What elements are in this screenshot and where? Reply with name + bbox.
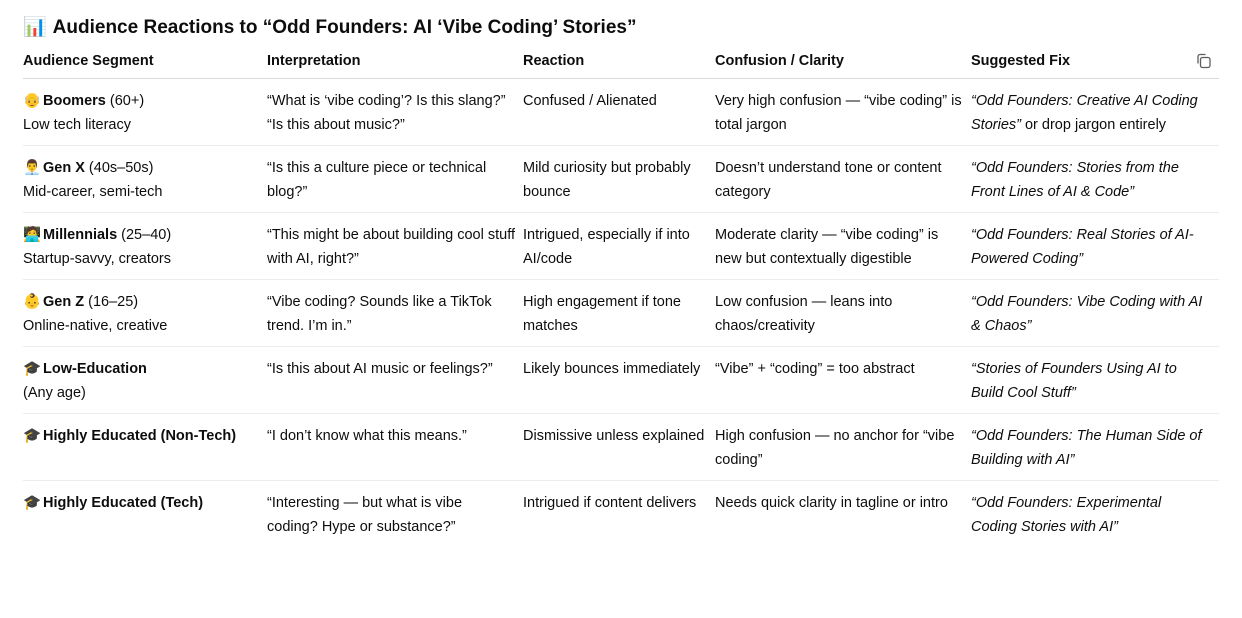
cell-suggested-fix [971,79,1219,146]
interpretation-line: “Interesting — but what is vibe coding? Hype or substance?” [267,495,463,535]
table-row [23,414,1219,481]
cell-audience-segment [23,213,267,280]
suggested-title: “Odd Founders: Stories from the Front Lines of AI & Code” [971,160,1179,200]
table-row [23,146,1219,213]
segment-age: (25–40) [117,227,172,243]
segment-age: (60+) [105,93,145,109]
cell-audience-segment [23,79,267,146]
segment-age: (16–25) [84,294,139,310]
cell-interpretation [267,280,523,347]
segment-description: Low tech literacy [23,117,131,133]
cell-reaction: Likely bounces immediately [523,347,715,414]
bar-chart-icon: 📊 [23,17,47,38]
cell-confusion-clarity: “Vibe” + “coding” = too abstract [715,347,971,414]
segment-name: Low-Education [43,361,147,377]
segment-emoji-icon: 🎓 [23,361,42,377]
cell-audience-segment [23,280,267,347]
table-row [23,481,1219,548]
segment-description: Startup-savvy, creators [23,251,172,267]
cell-audience-segment [23,414,267,481]
segment-emoji-icon: 🎓 [23,495,42,511]
interpretation-line: “Is this about music?” [267,117,405,133]
segment-emoji-icon: 👨‍💼 [23,160,42,176]
cell-reaction: High engagement if tone matches [523,280,715,347]
table-row [23,79,1219,146]
suggested-title: “Stories of Founders Using AI to Build Cool Stuff” [971,361,1177,401]
cell-suggested-fix [971,213,1219,280]
cell-confusion-clarity: Very high confusion — “vibe coding” is total jargon [715,79,971,146]
table-row [23,213,1219,280]
cell-interpretation [267,347,523,414]
cell-reaction: Mild curiosity but probably bounce [523,146,715,213]
segment-description: (Any age) [23,385,86,401]
cell-suggested-fix [971,347,1219,414]
header-suggested-fix-label: Suggested Fix [971,53,1071,69]
interpretation-line: “Vibe coding? Sounds like a TikTok trend. I’m in.” [267,294,492,334]
segment-name: Millennials [43,227,118,243]
segment-emoji-icon: 👶 [23,294,42,310]
cell-interpretation [267,146,523,213]
segment-name: Highly Educated (Non-Tech) [43,428,237,444]
interpretation-line: “What is ‘vibe coding’? Is this slang?” [267,93,506,109]
suggested-title: “Odd Founders: Vibe Coding with AI & Chaos” [971,294,1203,334]
cell-suggested-fix [971,280,1219,347]
audience-table [23,44,1219,547]
cell-interpretation [267,481,523,548]
cell-interpretation [267,79,523,146]
segment-age: (40s–50s) [84,160,154,176]
header-confusion-clarity: Confusion / Clarity [715,44,971,79]
segment-name: Gen X [43,160,85,176]
cell-audience-segment [23,481,267,548]
cell-audience-segment [23,146,267,213]
segment-emoji-icon: 🧑‍💻 [23,227,42,243]
interpretation-line: “Is this a culture piece or technical blog?” [267,160,487,200]
interpretation-line: “This might be about building cool stuff with AI, right?” [267,227,515,267]
table-row [23,280,1219,347]
cell-reaction: Intrigued if content delivers [523,495,697,511]
segment-name: Gen Z [43,294,85,310]
cell-suggested-fix [971,481,1219,548]
segment-description: Online-native, creative [23,318,168,334]
suggested-title: “Odd Founders: The Human Side of Building with AI” [971,428,1202,468]
cell-confusion-clarity: High confusion — no anchor for “vibe coding” [715,414,971,481]
table-header-row [23,44,1219,79]
page-title [23,15,636,41]
segment-emoji-icon: 🎓 [23,428,42,444]
suggested-title: “Odd Founders: Creative AI Coding Stories” [971,93,1198,133]
segment-name: Boomers [43,93,106,109]
header-suggested-fix [971,44,1219,79]
header-audience-segment: Audience Segment [23,44,267,79]
interpretation-line: “I don’t know what this means.” [267,428,467,444]
copy-icon[interactable] [1195,52,1213,70]
cell-audience-segment [23,347,267,414]
cell-reaction: Intrigued, especially if into AI/code [523,213,715,280]
cell-interpretation [267,213,523,280]
table-row [23,347,1219,414]
interpretation-line: “Is this about AI music or feelings?” [267,361,493,377]
cell-interpretation [267,414,523,481]
suggested-title: “Odd Founders: Real Stories of AI-Powered Coding” [971,227,1194,267]
suggested-title: “Odd Founders: Experimental Coding Stories with AI” [971,495,1162,535]
page-title-text: Audience Reactions to “Odd Founders: AI ‘Vibe Coding’ Stories” [52,17,637,38]
header-interpretation: Interpretation [267,44,523,79]
cell-suggested-fix [971,146,1219,213]
suggested-fix-note: or drop jargon entirely [1020,117,1167,133]
segment-description: Mid-career, semi-tech [23,184,163,200]
header-reaction: Reaction [523,44,715,79]
cell-confusion-clarity: Moderate clarity — “vibe coding” is new but contextually digestible [715,213,971,280]
cell-reaction: Dismissive unless explained [523,414,715,481]
cell-confusion-clarity: Doesn’t understand tone or content category [715,146,971,213]
segment-emoji-icon: 👴 [23,93,42,109]
cell-reaction: Confused / Alienated [523,79,715,146]
segment-name: Highly Educated (Tech) [43,495,204,511]
cell-suggested-fix [971,414,1219,481]
cell-confusion-clarity: Low confusion — leans into chaos/creativity [715,280,971,347]
cell-confusion-clarity: Needs quick clarity in tagline or intro [715,495,948,511]
